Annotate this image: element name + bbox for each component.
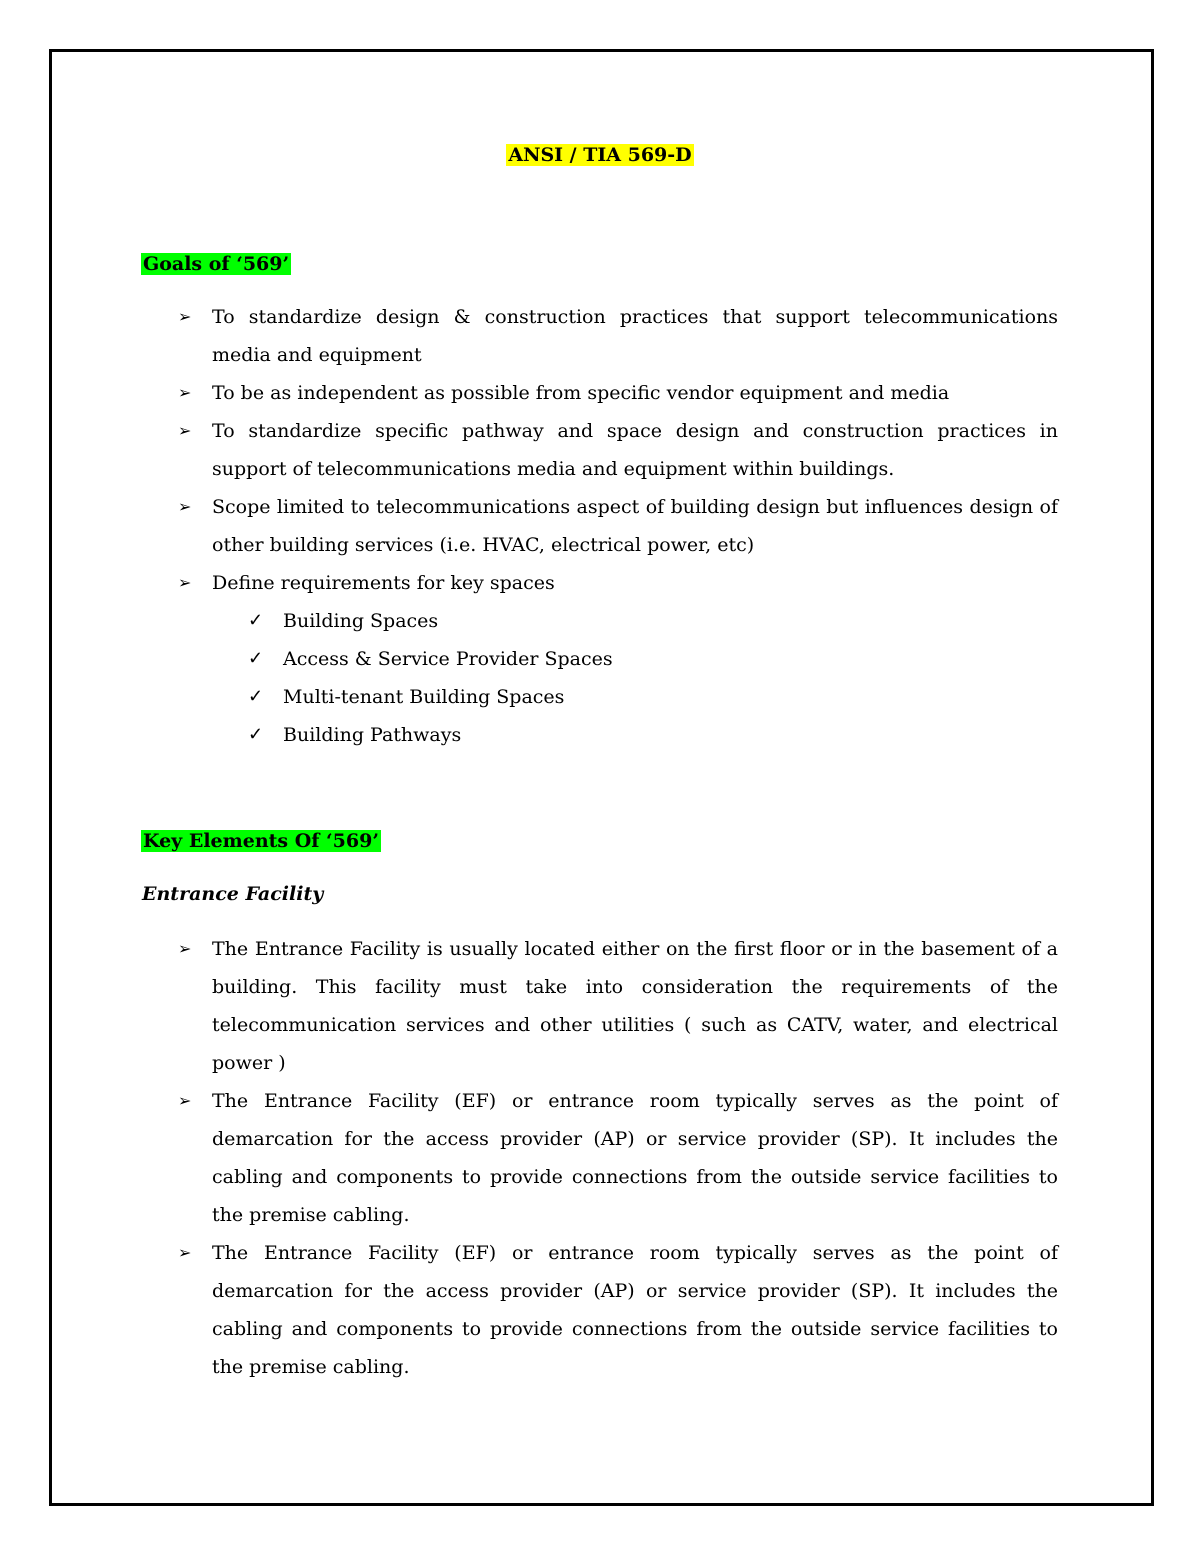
goals-heading: Goals of ‘569’ [143, 253, 290, 275]
arrow-bullet-icon: ➢ [178, 1243, 192, 1262]
list-item: ➢ Scope limited to telecommunications aspect of building design but influences design of other building services (i.e. HVAC, electrical power, etc) [176, 488, 1058, 564]
check-item: ✓ Building Pathways [212, 716, 1058, 754]
check-item: ✓ Multi-tenant Building Spaces [212, 678, 1058, 716]
list-item: ➢ To standardize specific pathway and space design and construction practices in support of telecommunications media and equipment within buildings. [176, 412, 1058, 488]
checkmark-icon: ✓ [248, 686, 264, 707]
goals-list [176, 298, 1058, 754]
entrance-facility-subheading: Entrance Facility [142, 883, 324, 905]
arrow-bullet-icon: ➢ [178, 383, 192, 402]
list-item: ➢ Define requirements for key spaces ✓ Building Spaces ✓ Access & Service Provider Spaces ✓ Multi-tenant Building Spaces ✓ Building Pathways [176, 564, 1058, 754]
list-item: ➢ To standardize design & construction practices that support telecommunications media and equipment [176, 298, 1058, 374]
list-item: ➢ To be as independent as possible from specific vendor equipment and media [176, 374, 1058, 412]
arrow-bullet-icon: ➢ [178, 421, 192, 440]
entrance-facility-list [176, 930, 1058, 1386]
list-item: ➢ The Entrance Facility is usually located either on the first floor or in the basement of a building. This facility must take into consideration the requirements of the telecommunication services and other utilities ( such as CATV, water, and electrical power ) [176, 930, 1058, 1082]
checkmark-icon: ✓ [248, 610, 264, 631]
arrow-bullet-icon: ➢ [178, 497, 192, 516]
arrow-bullet-icon: ➢ [178, 573, 192, 592]
arrow-bullet-icon: ➢ [178, 307, 192, 326]
arrow-bullet-icon: ➢ [178, 1091, 192, 1110]
list-item: ➢ The Entrance Facility (EF) or entrance room typically serves as the point of demarcation for the access provider (AP) or service provider (SP). It includes the cabling and components to provide connections from the outside service facilities to the premise cabling. [176, 1082, 1058, 1234]
arrow-bullet-icon: ➢ [178, 939, 192, 958]
list-item: ➢ The Entrance Facility (EF) or entrance room typically serves as the point of demarcation for the access provider (AP) or service provider (SP). It includes the cabling and components to provide connections from the outside service facilities to the premise cabling. [176, 1234, 1058, 1386]
check-item: ✓ Access & Service Provider Spaces [212, 640, 1058, 678]
checkmark-icon: ✓ [248, 648, 264, 669]
key-spaces-list [212, 602, 1058, 754]
checkmark-icon: ✓ [248, 724, 264, 745]
document-title: ANSI / TIA 569-D [508, 144, 692, 166]
key-elements-heading: Key Elements Of ‘569’ [143, 830, 379, 852]
check-item: ✓ Building Spaces [212, 602, 1058, 640]
